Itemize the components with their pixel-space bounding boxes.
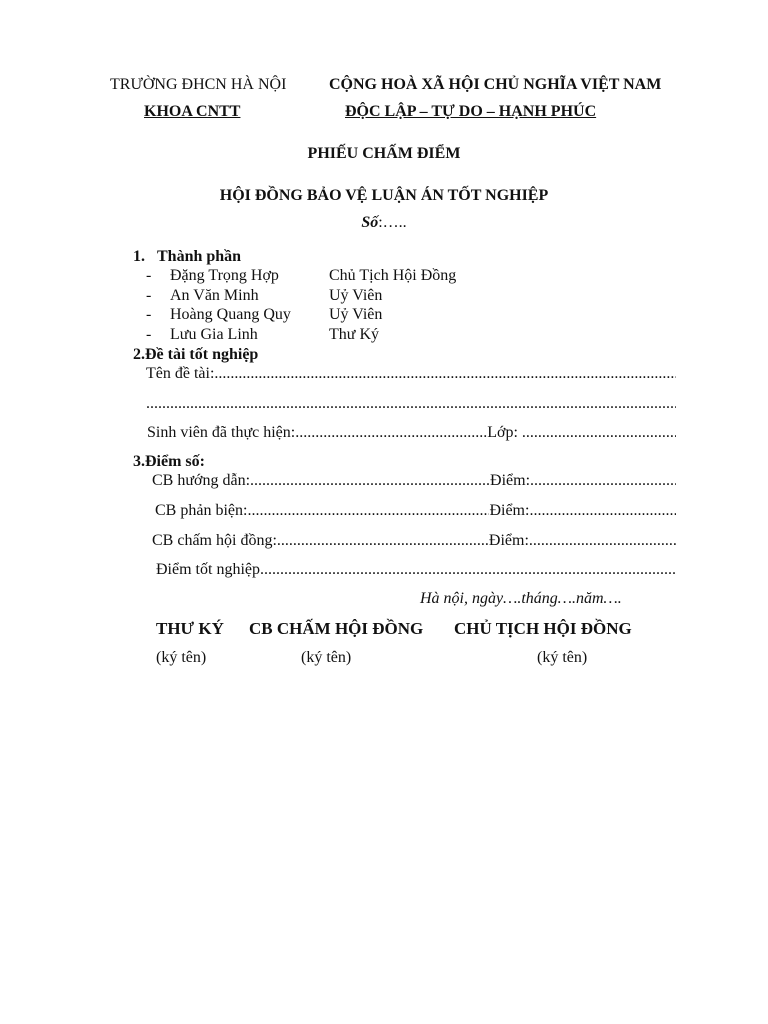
form-number-value: :….. bbox=[378, 214, 407, 231]
signature-note-chair: (ký tên) bbox=[537, 649, 588, 666]
section3-heading: 3.Điểm số: bbox=[133, 453, 205, 470]
score-label: Điểm: bbox=[489, 502, 530, 519]
school-name: TRƯỜNG ĐHCN HÀ NỘI bbox=[110, 76, 287, 93]
final-score-label: Điểm tốt nghiệp bbox=[156, 561, 260, 578]
member-dash: - bbox=[146, 326, 152, 343]
member-role: Uỷ Viên bbox=[329, 306, 383, 323]
section1-number: 1. bbox=[133, 248, 145, 265]
score-row-dots bbox=[277, 533, 489, 549]
topic-dots bbox=[214, 366, 676, 382]
member-role: Thư Ký bbox=[329, 326, 379, 343]
reviewer-score-line[interactable] bbox=[155, 503, 676, 519]
class-dots bbox=[522, 425, 676, 441]
score-dots bbox=[530, 473, 676, 489]
form-number bbox=[0, 215, 768, 231]
score-row-dots bbox=[250, 473, 490, 489]
final-score-line[interactable] bbox=[156, 562, 676, 578]
national-motto: ĐỘC LẬP – TỰ DO – HẠNH PHÚC bbox=[345, 103, 597, 120]
topic-line-2[interactable] bbox=[146, 396, 676, 412]
member-name: Lưu Gia Linh bbox=[170, 326, 258, 343]
score-row-label: CB hướng dẫn: bbox=[152, 472, 251, 489]
topic-dots bbox=[146, 396, 676, 412]
form-subtitle: HỘI ĐỒNG BẢO VỆ LUẬN ÁN TỐT NGHIỆP bbox=[219, 187, 549, 204]
final-score-dots bbox=[260, 562, 676, 578]
signature-title-secretary: THƯ KÝ bbox=[156, 619, 224, 638]
score-dots bbox=[529, 503, 676, 519]
score-row-dots bbox=[247, 503, 489, 519]
member-name: Hoàng Quang Quy bbox=[170, 306, 291, 323]
section2-heading: 2.Đề tài tốt nghiệp bbox=[133, 346, 259, 363]
topic-label: Tên đề tài: bbox=[146, 365, 215, 382]
member-dash: - bbox=[146, 306, 152, 323]
score-label: Điểm: bbox=[490, 472, 531, 489]
faculty-name: KHOA CNTT bbox=[144, 103, 241, 120]
member-dash: - bbox=[146, 267, 152, 284]
member-name: Đặng Trọng Hợp bbox=[170, 267, 279, 284]
score-dots bbox=[529, 533, 676, 549]
member-dash: - bbox=[146, 287, 152, 304]
student-line[interactable] bbox=[147, 425, 676, 441]
date-line: Hà nội, ngày….tháng….năm…. bbox=[420, 590, 622, 607]
form-number-label: Số bbox=[361, 214, 379, 231]
form-title: PHIẾU CHẤM ĐIỂM bbox=[307, 145, 461, 162]
class-label: Lớp: bbox=[487, 424, 522, 441]
council-score-line[interactable] bbox=[152, 533, 676, 549]
score-label: Điểm: bbox=[488, 532, 529, 549]
signature-note-examiner: (ký tên) bbox=[301, 649, 352, 666]
member-name: An Văn Minh bbox=[170, 287, 259, 304]
advisor-score-line[interactable] bbox=[152, 473, 676, 489]
section1-heading: Thành phần bbox=[157, 248, 242, 265]
student-dots bbox=[295, 425, 487, 441]
signature-note-secretary: (ký tên) bbox=[156, 649, 207, 666]
topic-line[interactable] bbox=[146, 366, 676, 382]
student-label: Sinh viên đã thực hiện: bbox=[147, 424, 296, 441]
country-name: CỘNG HOÀ XÃ HỘI CHỦ NGHĨA VIỆT NAM bbox=[329, 76, 662, 93]
member-role: Chủ Tịch Hội Đồng bbox=[329, 267, 457, 284]
signature-title-chair: CHỦ TỊCH HỘI ĐỒNG bbox=[454, 619, 632, 638]
score-row-label: CB chấm hội đồng: bbox=[152, 532, 277, 549]
score-row-label: CB phản biện: bbox=[155, 502, 248, 519]
signature-title-examiner: CB CHẤM HỘI ĐỒNG bbox=[249, 619, 424, 638]
member-role: Uỷ Viên bbox=[329, 287, 383, 304]
